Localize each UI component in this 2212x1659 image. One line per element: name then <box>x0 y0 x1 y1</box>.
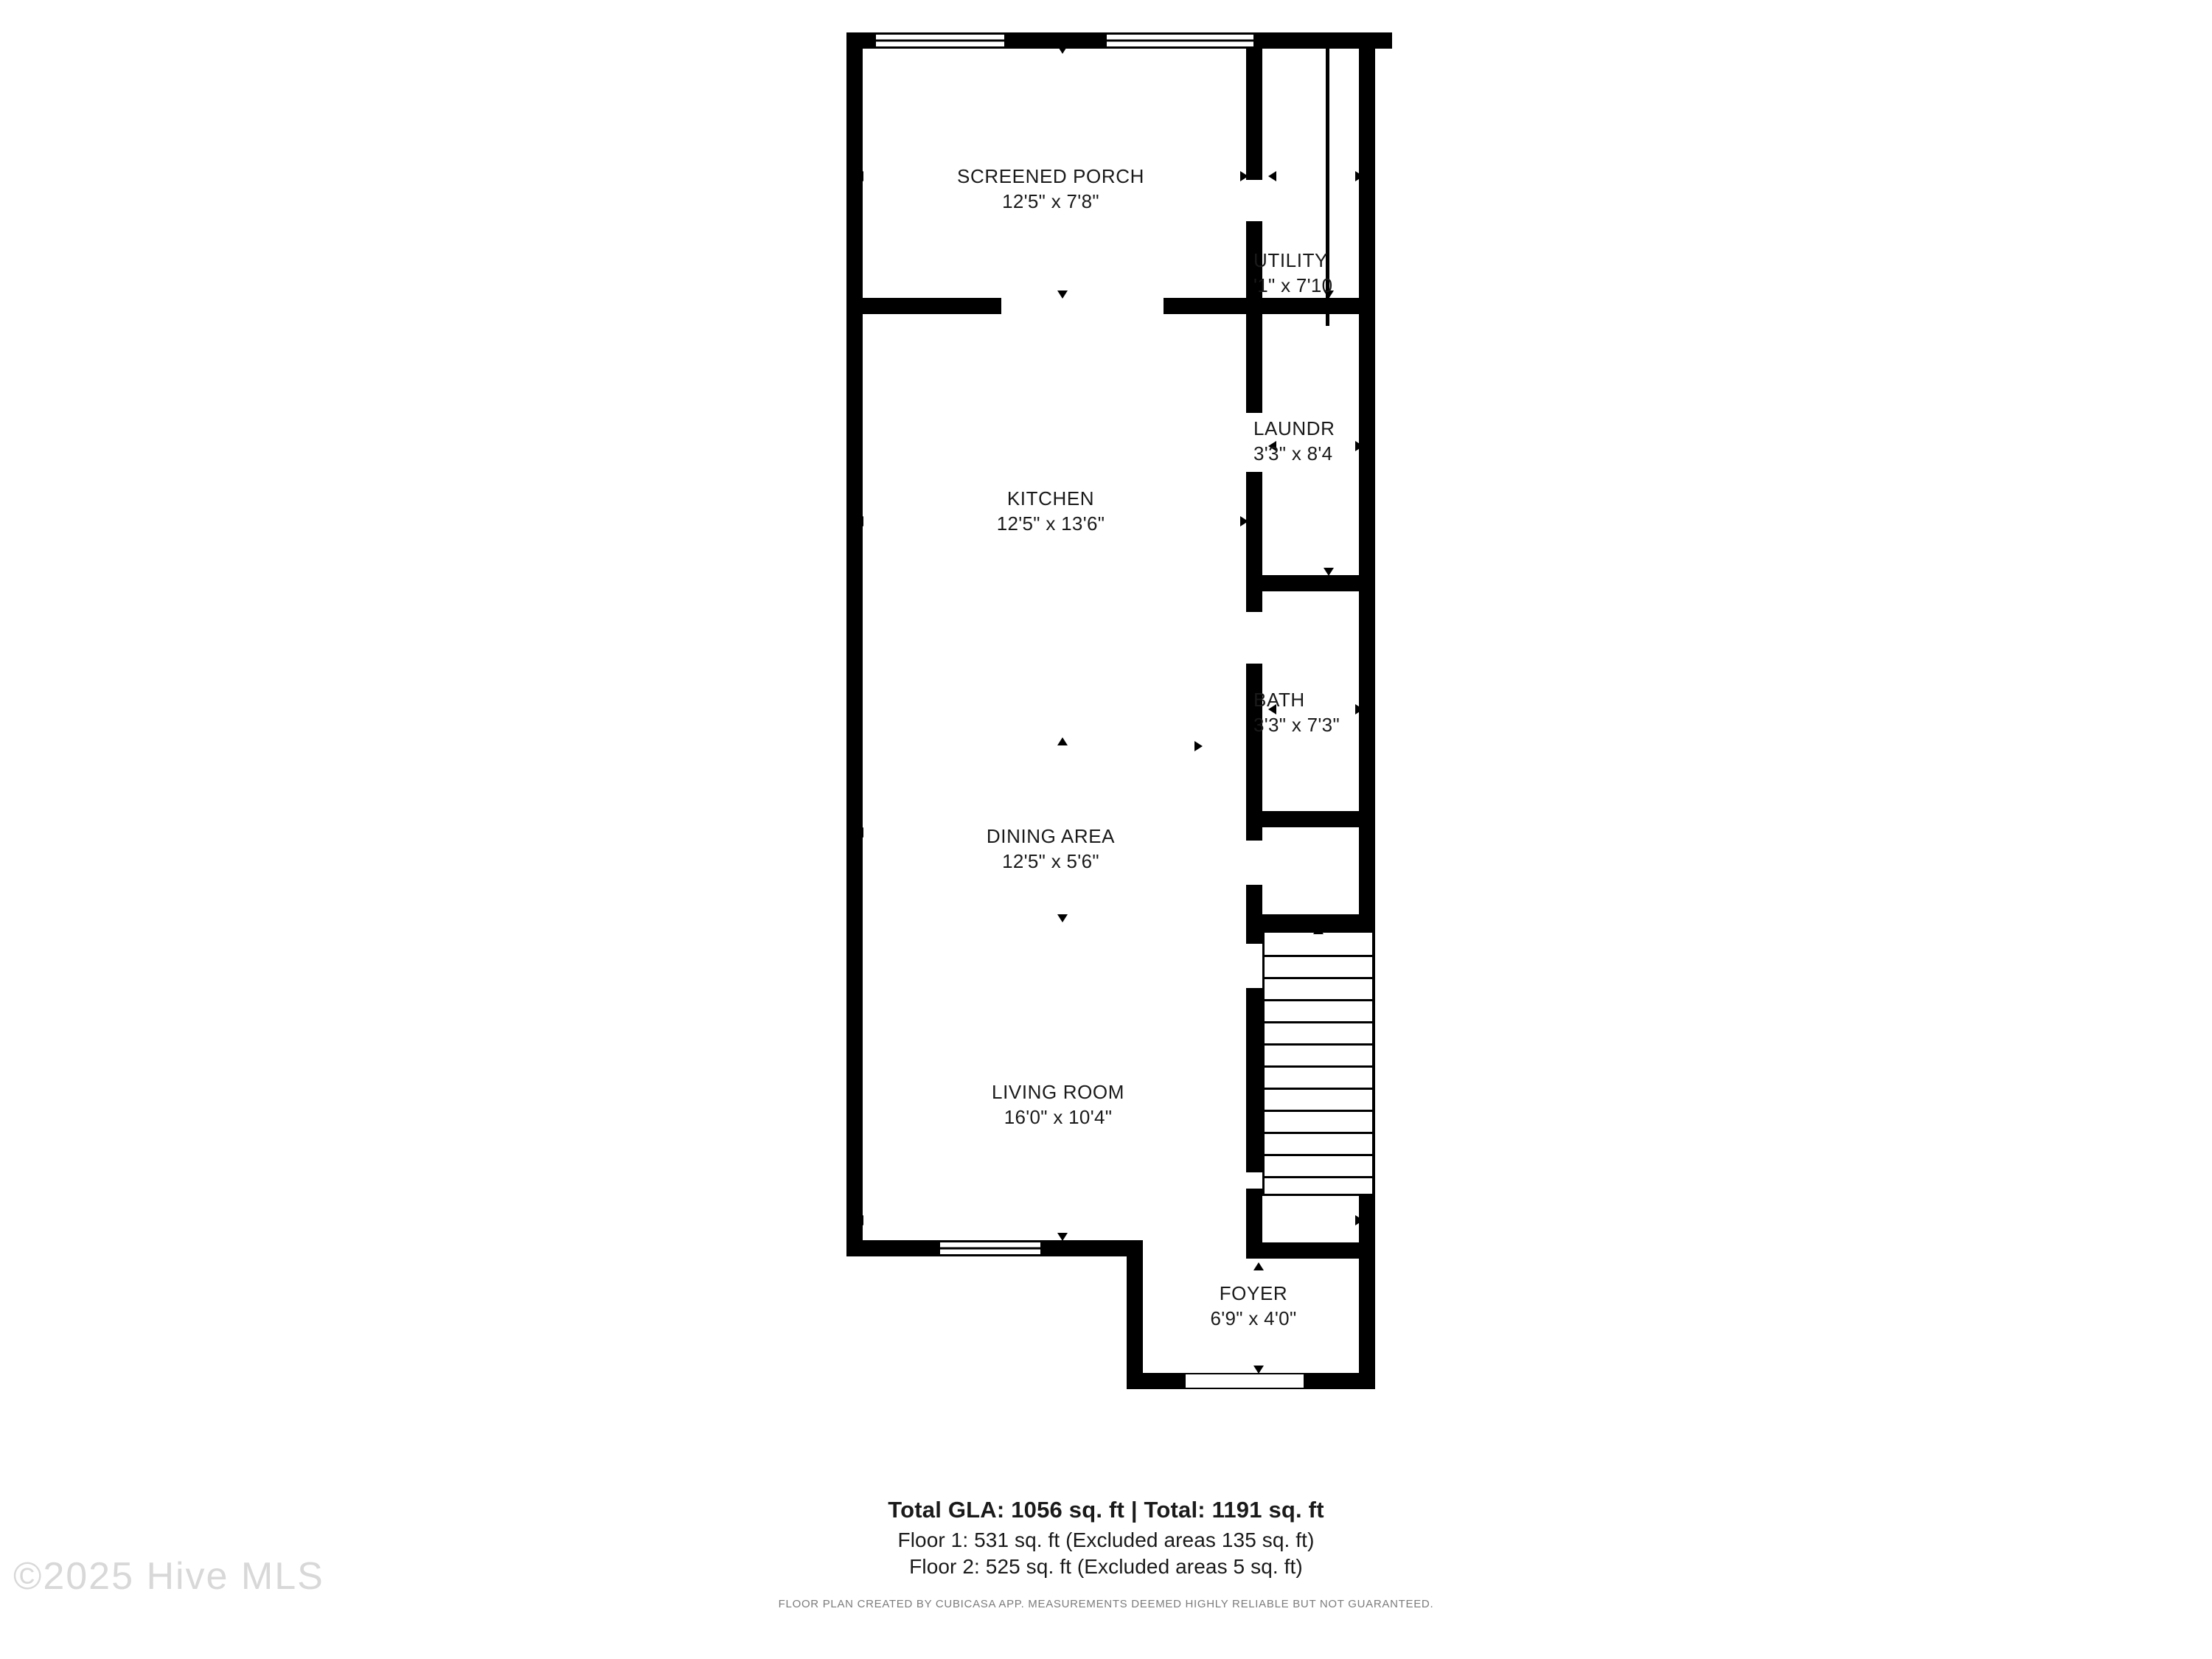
room-dims: 6'9" x 4'0" <box>1210 1307 1297 1329</box>
wall-laundry-bath <box>1246 575 1375 591</box>
room-name: UTILITY <box>1253 249 1328 271</box>
dim-arrow-dining-left <box>855 827 863 838</box>
dim-arrow-utility-left <box>1268 171 1276 181</box>
room-name: LAUNDR <box>1253 417 1335 439</box>
room-name: BATH <box>1253 689 1305 711</box>
dim-arrow-kitchen-left <box>855 516 863 526</box>
dim-arrow-laundry-bottom <box>1324 568 1334 576</box>
wall-foyer-left <box>1127 1240 1143 1388</box>
room-label-laundry <box>1253 417 1401 467</box>
dim-arrow-foyer-bottom <box>1253 1366 1264 1374</box>
disclaimer-text: FLOOR PLAN CREATED BY CUBICASA APP. MEASUREMENTS DEEMED HIGHLY RELIABLE BUT NOT GUARANTEED. <box>778 1598 1434 1610</box>
room-name: SCREENED PORCH <box>957 165 1144 187</box>
room-name: DINING AREA <box>986 825 1116 847</box>
wall-porch-kitchen <box>846 298 1001 314</box>
dim-arrow-porch-left <box>855 171 863 181</box>
dim-arrow-foyer-top <box>1253 1262 1264 1270</box>
wall-utility-laundry <box>1246 298 1375 314</box>
room-label-kitchen <box>947 487 1154 537</box>
wall-corridor-vertical-top <box>1246 32 1262 180</box>
dim-arrow-living-right <box>1355 1215 1363 1225</box>
dim-arrow-porch-top <box>1057 46 1068 54</box>
staircase <box>1262 931 1374 1196</box>
room-label-living-room <box>955 1080 1161 1130</box>
opening-utility-door <box>1248 180 1261 221</box>
room-dims: 16'0" x 10'4" <box>1004 1105 1113 1128</box>
opening-foyer-door <box>1186 1374 1304 1388</box>
room-name: KITCHEN <box>1006 487 1095 509</box>
floor1-area-line: Floor 1: 531 sq. ft (Excluded areas 135 sq. ft) <box>897 1528 1315 1551</box>
stair-direction-arrow <box>1313 926 1324 934</box>
dim-arrow-utility-right <box>1355 171 1363 181</box>
opening-porch-kitchen <box>1001 299 1164 313</box>
room-label-bath <box>1253 688 1401 738</box>
mls-watermark: ©2025 Hive MLS <box>13 1555 324 1598</box>
room-dims: 3'3" x 8'4 <box>1253 442 1333 465</box>
wall-bath-bottom <box>1246 811 1375 827</box>
room-dims: 3'3" x 7'3" <box>1253 713 1340 736</box>
room-label-utility <box>1253 248 1401 299</box>
room-label-dining-area <box>947 824 1154 874</box>
dim-arrow-porch-bottom <box>1057 291 1068 299</box>
room-dims: '1" x 7'10 <box>1253 274 1333 296</box>
room-dims: 12'5" x 5'6" <box>1002 849 1099 872</box>
dim-arrow-dining-right <box>1194 741 1203 751</box>
room-name: LIVING ROOM <box>992 1081 1124 1103</box>
dim-arrow-dining-up <box>1057 737 1068 745</box>
wall-stair-foyer <box>1246 1242 1375 1259</box>
room-label-screened-porch <box>933 164 1169 215</box>
room-name: FOYER <box>1219 1282 1288 1304</box>
wall-stair-top <box>1246 914 1375 931</box>
wall-porch-kitchen-right <box>1164 298 1252 314</box>
dim-arrow-dining-down <box>1057 914 1068 922</box>
floor2-area-line: Floor 2: 525 sq. ft (Excluded areas 5 sq. ft) <box>909 1555 1303 1578</box>
room-label-foyer <box>1165 1281 1342 1332</box>
wall-corridor-vertical-7 <box>1246 1084 1262 1172</box>
opening-bath-door <box>1248 841 1261 885</box>
wall-left-main <box>846 32 863 1256</box>
window-porch-left <box>874 32 1006 49</box>
total-area-line: Total GLA: 1056 sq. ft | Total: 1191 sq. ft <box>888 1497 1324 1523</box>
room-dims: 12'5" x 7'8" <box>1002 189 1099 212</box>
window-porch-right <box>1105 32 1256 49</box>
area-summary <box>0 1497 2212 1610</box>
dim-arrow-living-bottom <box>1057 1233 1068 1241</box>
dim-arrow-kitchen-right <box>1240 516 1248 526</box>
room-dims: 12'5" x 13'6" <box>996 512 1105 535</box>
dim-arrow-porch-right <box>1240 171 1248 181</box>
window-living-bottom <box>938 1240 1043 1256</box>
dim-arrow-living-left <box>855 1215 863 1225</box>
wall-corridor-vertical-6 <box>1246 988 1262 1084</box>
